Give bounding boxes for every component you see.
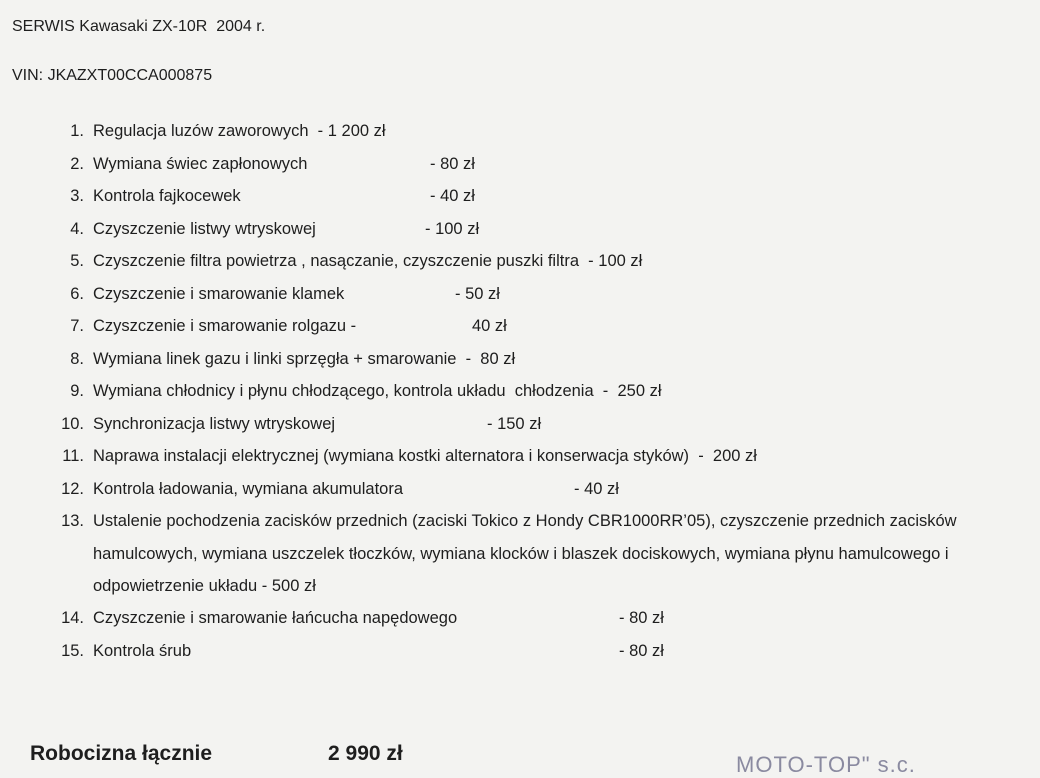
item-text: Naprawa instalacji elektrycznej (wymiana kostki alternatora i konserwacja styków) - 200 zł xyxy=(93,447,757,465)
item-price: - 150 zł xyxy=(487,414,542,433)
list-item xyxy=(0,440,1040,473)
list-item xyxy=(0,473,1040,506)
item-text: Kontrola śrub xyxy=(93,641,192,660)
item-price: - 40 zł xyxy=(430,187,475,205)
list-item xyxy=(0,310,1040,343)
item-price: - 100 zł xyxy=(425,219,480,238)
list-item xyxy=(0,375,1040,408)
total-label: Robocizna łącznie xyxy=(30,742,213,765)
item-number: 12. xyxy=(61,479,84,498)
item-number: 14. xyxy=(61,609,84,627)
item-text: Ustalenie pochodzenia zacisków przednich (zaciski Tokico z Hondy CBR1000RR’05), czyszczenie przednich zacisków hamulcowych, wymiana uszczelek tłoczków, wymiana klocków i blaszek dociskowych, wymiana płynu hamulcowego i odpowietrzenie układu - 500 zł xyxy=(93,512,957,595)
item-price: - 80 zł xyxy=(619,609,664,627)
item-price: - 80 zł xyxy=(430,154,475,173)
list-item xyxy=(0,245,1040,278)
total-value: 2 990 zł xyxy=(328,742,403,765)
item-number: 13. xyxy=(61,512,84,530)
item-text: Wymiana chłodnicy i płynu chłodzącego, kontrola układu chłodzenia - 250 zł xyxy=(93,382,662,400)
item-number: 6. xyxy=(70,284,84,303)
item-text: Kontrola ładowania, wymiana akumulatora xyxy=(93,479,404,498)
service-list xyxy=(0,115,1040,667)
item-text: Kontrola fajkocewek xyxy=(93,187,241,205)
item-text: Wymiana świec zapłonowych xyxy=(93,154,308,173)
item-text: Czyszczenie i smarowanie rolgazu - xyxy=(93,317,357,335)
list-item xyxy=(0,278,1040,311)
item-text: Synchronizacja listwy wtryskowej xyxy=(93,414,336,433)
item-number: 3. xyxy=(70,187,84,205)
item-text: Czyszczenie i smarowanie klamek xyxy=(93,284,345,303)
list-item xyxy=(0,115,1040,148)
item-number: 1. xyxy=(70,122,84,140)
list-item xyxy=(0,408,1040,441)
item-number: 10. xyxy=(61,414,84,433)
list-item xyxy=(0,180,1040,213)
item-number: 11. xyxy=(62,447,84,465)
item-price: 40 zł xyxy=(472,317,507,335)
list-item xyxy=(0,148,1040,181)
item-text: Czyszczenie listwy wtryskowej xyxy=(93,219,316,238)
item-number: 2. xyxy=(70,154,84,173)
list-item xyxy=(0,505,1040,602)
company-stamp: MOTO-TOP" s.c. xyxy=(736,752,916,777)
document-title: SERWIS Kawasaki ZX-10R 2004 r. xyxy=(12,18,266,35)
item-number: 7. xyxy=(70,317,84,335)
vin-number: VIN: JKAZXT00CCA000875 xyxy=(12,67,213,84)
list-item xyxy=(0,635,1040,668)
item-number: 8. xyxy=(70,349,84,368)
list-item xyxy=(0,343,1040,376)
item-number: 4. xyxy=(70,219,84,238)
item-text: Czyszczenie filtra powietrza , nasączanie, czyszczenie puszki filtra - 100 zł xyxy=(93,252,643,270)
list-item xyxy=(0,213,1040,246)
item-number: 15. xyxy=(61,641,84,660)
item-text: Wymiana linek gazu i linki sprzęgła + smarowanie - 80 zł xyxy=(93,349,516,368)
item-text: Regulacja luzów zaworowych - 1 200 zł xyxy=(93,122,386,140)
item-number: 5. xyxy=(70,252,84,270)
item-text: Czyszczenie i smarowanie łańcucha napędowego xyxy=(93,609,458,627)
item-price: - 50 zł xyxy=(455,284,500,303)
item-price: - 40 zł xyxy=(574,479,619,498)
list-item xyxy=(0,602,1040,635)
item-number: 9. xyxy=(70,382,84,400)
item-price: - 80 zł xyxy=(619,641,664,660)
